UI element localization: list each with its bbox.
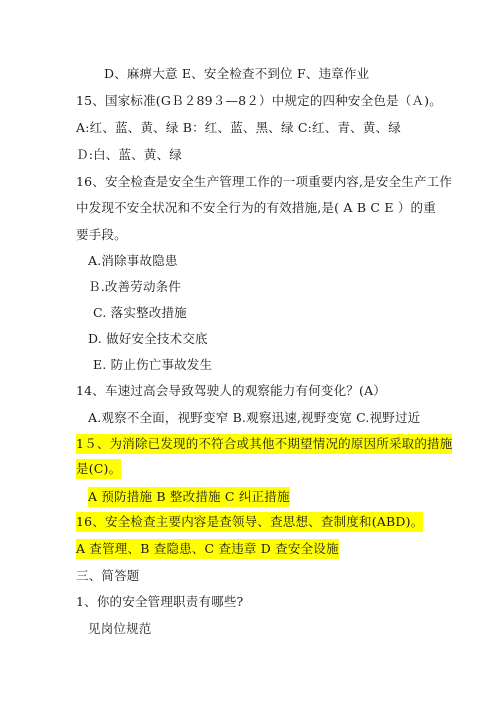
q15b-question-line-2: 是(C)。 <box>76 459 121 479</box>
q15-options-a-c: A:红、蓝、黄、绿 B：红、蓝、黑、绿 C:红、青、黄、绿 <box>76 120 401 135</box>
q15b-question-line-1: 1５、为消除已发现的不符合或其他不期望情况的原因所采取的措施 <box>76 434 452 454</box>
q16-option-c: C. 落实整改措施 <box>93 305 187 320</box>
q14b-question: 14、车速过高会导致驾驶人的观察能力有何变化？(A） <box>76 383 387 398</box>
q16b-options: A 查管理、B 查隐患、C 查违章 D 查安全设施 <box>76 539 339 559</box>
q14-options-d-f: D、麻痹大意 E、安全检查不到位 F、违章作业 <box>104 66 370 81</box>
q16b-question: 16、安全检查主要内容是查领导、查思想、查制度和(ABD)。 <box>76 512 423 532</box>
q16-option-d: D. 做好安全技术交底 <box>88 331 208 346</box>
q15-question: 15、国家标准(GＢ２89３—8２）中规定的四种安全色是（Ａ)。 <box>76 93 442 108</box>
q16-option-b: Ｂ.改善劳动条件 <box>88 279 182 294</box>
q15-option-d: Ｄ:白、蓝、黄、绿 <box>76 147 183 162</box>
short-answer-question-1: 1、你的安全管理职责有哪些? <box>76 594 244 609</box>
q16-question-line-2: 中发现不安全状况和不安全行为的有效措施,是( A B C E ）的重 <box>76 200 436 215</box>
short-answer-response-1: 见岗位规范 <box>88 621 152 636</box>
q16-question-line-1: 16、安全检查是安全生产管理工作的一项重要内容,是安全生产工作 <box>76 174 453 189</box>
q16-option-a: A.消除事故隐患 <box>88 253 178 268</box>
q16-option-e: E. 防止伤亡事故发生 <box>93 357 213 372</box>
section-heading-short-answer: 三、简答题 <box>76 568 140 583</box>
q16-question-line-3: 要手段。 <box>76 227 127 242</box>
q14b-options: A.观察不全面，视野变窄 B.观察迅速,视野变宽 C.视野过近 <box>88 410 421 425</box>
q15b-options: A 预防措施 B 整改措施 C 纠正措施 <box>88 487 290 507</box>
